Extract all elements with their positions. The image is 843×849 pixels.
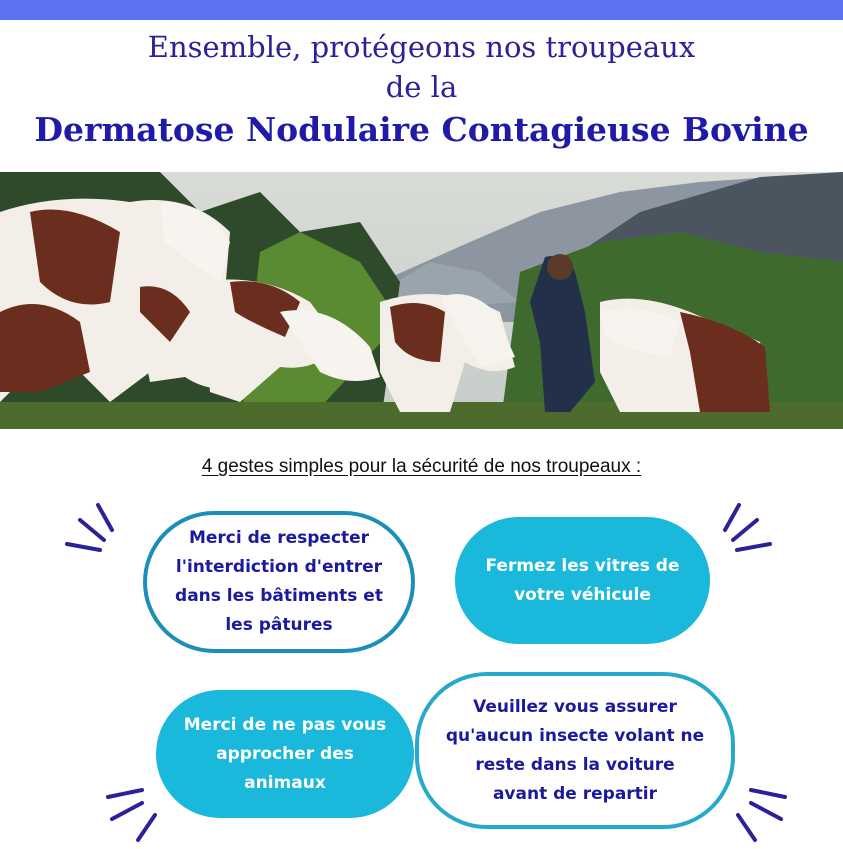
gestures-subtitle: 4 gestes simples pour la sécurité de nos troupeaux : <box>201 456 642 477</box>
gesture-4-line-1: Veuillez vous assurer <box>473 696 677 717</box>
header-title: Dermatose Nodulaire Contagieuse Bovine <box>34 110 809 149</box>
left-bottom-accent-lines-icon <box>100 785 165 845</box>
gesture-2-line-2: votre véhicule <box>514 584 651 605</box>
right-bottom-accent-lines-icon <box>728 785 793 845</box>
gesture-3-line-1: Merci de ne pas vous <box>183 714 387 735</box>
gesture-card-close-windows <box>455 517 710 644</box>
top-accent-bar <box>0 0 843 20</box>
header-line-2: de la <box>385 70 458 104</box>
gesture-4-line-4: avant de repartir <box>492 783 658 804</box>
right-top-accent-lines-icon <box>715 500 775 555</box>
header-line-1: Ensemble, protégeons nos troupeaux <box>147 30 696 64</box>
gesture-1-line-1: Merci de respecter <box>188 528 370 548</box>
left-top-accent-lines-icon <box>62 500 122 555</box>
gesture-card-keep-distance <box>156 690 414 818</box>
gesture-4-line-2: qu'aucun insecte volant ne <box>445 725 705 746</box>
gesture-3-line-3: animaux <box>244 772 326 793</box>
gesture-1-line-2: l'interdiction d'entrer <box>175 557 383 577</box>
gesture-2-line-1: Fermez les vitres de <box>485 555 680 576</box>
gesture-card-check-insects <box>415 672 735 829</box>
cows-herd-photo <box>0 172 843 429</box>
gesture-1-line-3: dans les bâtiments et <box>175 586 383 606</box>
gesture-3-line-2: approcher des <box>216 743 354 764</box>
gesture-4-line-3: reste dans la voiture <box>475 754 675 775</box>
gesture-1-line-4: les pâtures <box>225 615 333 635</box>
gesture-card-no-entry <box>143 511 415 653</box>
